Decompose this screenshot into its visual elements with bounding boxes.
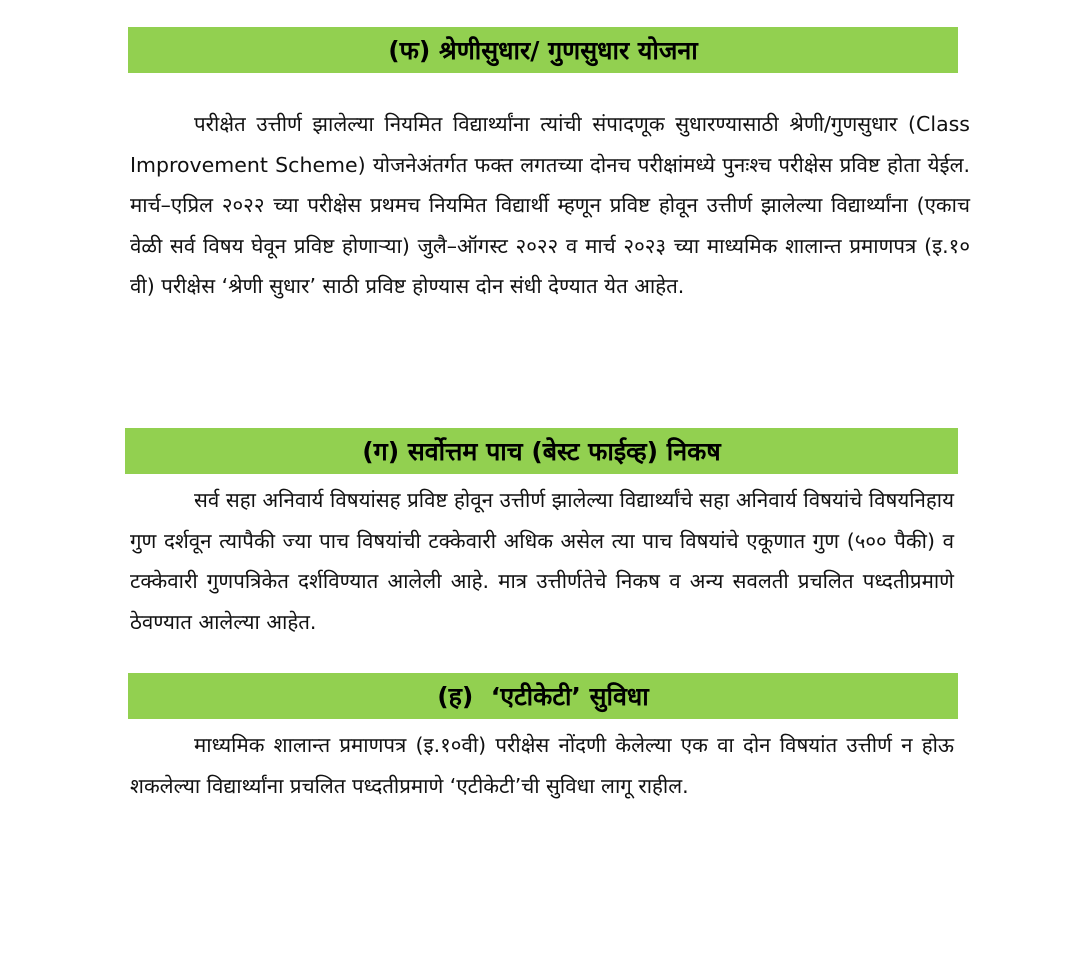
section-h-body xyxy=(130,725,954,806)
section-g-heading-text: (ग) सर्वोत्तम पाच (बेस्ट फाईव्ह) निकष xyxy=(362,437,721,466)
section-g-body xyxy=(130,480,954,642)
section-f-heading-text: (फ) श्रेणीसुधार/ गुणसुधार योजना xyxy=(388,36,698,65)
section-g-heading xyxy=(125,428,958,474)
section-g-body-text: सर्व सहा अनिवार्य विषयांसह प्रविष्ट होवून उत्तीर्ण झालेल्या विद्यार्थ्यांचे सहा अनिवार्य विषयांचे विषयनिहाय गुण दर्शवून त्यापैकी ज्या पाच विषयांची टक्केवारी अधिक असेल त्या पाच विषयांचे एकूणात गुण (५०० पैकी) व टक्केवारी गुणपत्रिकेत दर्शविण्यात आलेली आहे. मात्र उत्तीर्णतेचे निकष व अन्य सवलती प्रचलित पध्दतीप्रमाणे ठेवण्यात आलेल्या आहेत. xyxy=(130,488,954,634)
section-h-heading xyxy=(128,673,958,719)
section-f-body xyxy=(130,104,970,307)
section-f-heading xyxy=(128,27,958,73)
section-h-body-text: माध्यमिक शालान्त प्रमाणपत्र (इ.१०वी) परीक्षेस नोंदणी केलेल्या एक वा दोन विषयांत उत्तीर्ण न होऊ शकलेल्या विद्यार्थ्यांना प्रचलित पध्दतीप्रमाणे ‘एटीकेटी’ची सुविधा लागू राहील. xyxy=(130,733,954,798)
section-f-body-text: परीक्षेत उत्तीर्ण झालेल्या नियमित विद्यार्थ्यांना त्यांची संपादणूक सुधारण्यासाठी श्रेणी/गुणसुधार (Class Improvement Scheme) योजनेअंतर्गत फक्त लगतच्या दोनच परीक्षांमध्ये पुनःश्च परीक्षेस प्रविष्ट होता येईल. मार्च–एप्रिल २०२२ च्या परीक्षेस प्रथमच नियमित विद्यार्थी म्हणून प्रविष्ट होवून उत्तीर्ण झालेल्या विद्यार्थ्यांना (एकाच वेळी सर्व विषय घेवून प्रविष्ट होणाऱ्या) जुलै–ऑगस्ट २०२२ व मार्च २०२३ च्या माध्यमिक शालान्त प्रमाणपत्र (इ.१० वी) परीक्षेस ‘श्रेणी सुधार’ साठी प्रविष्ट होण्यास दोन संधी देण्यात येत आहेत. xyxy=(130,112,970,298)
section-h-heading-text: (ह) ‘एटीकेटी’ सुविधा xyxy=(437,682,649,711)
